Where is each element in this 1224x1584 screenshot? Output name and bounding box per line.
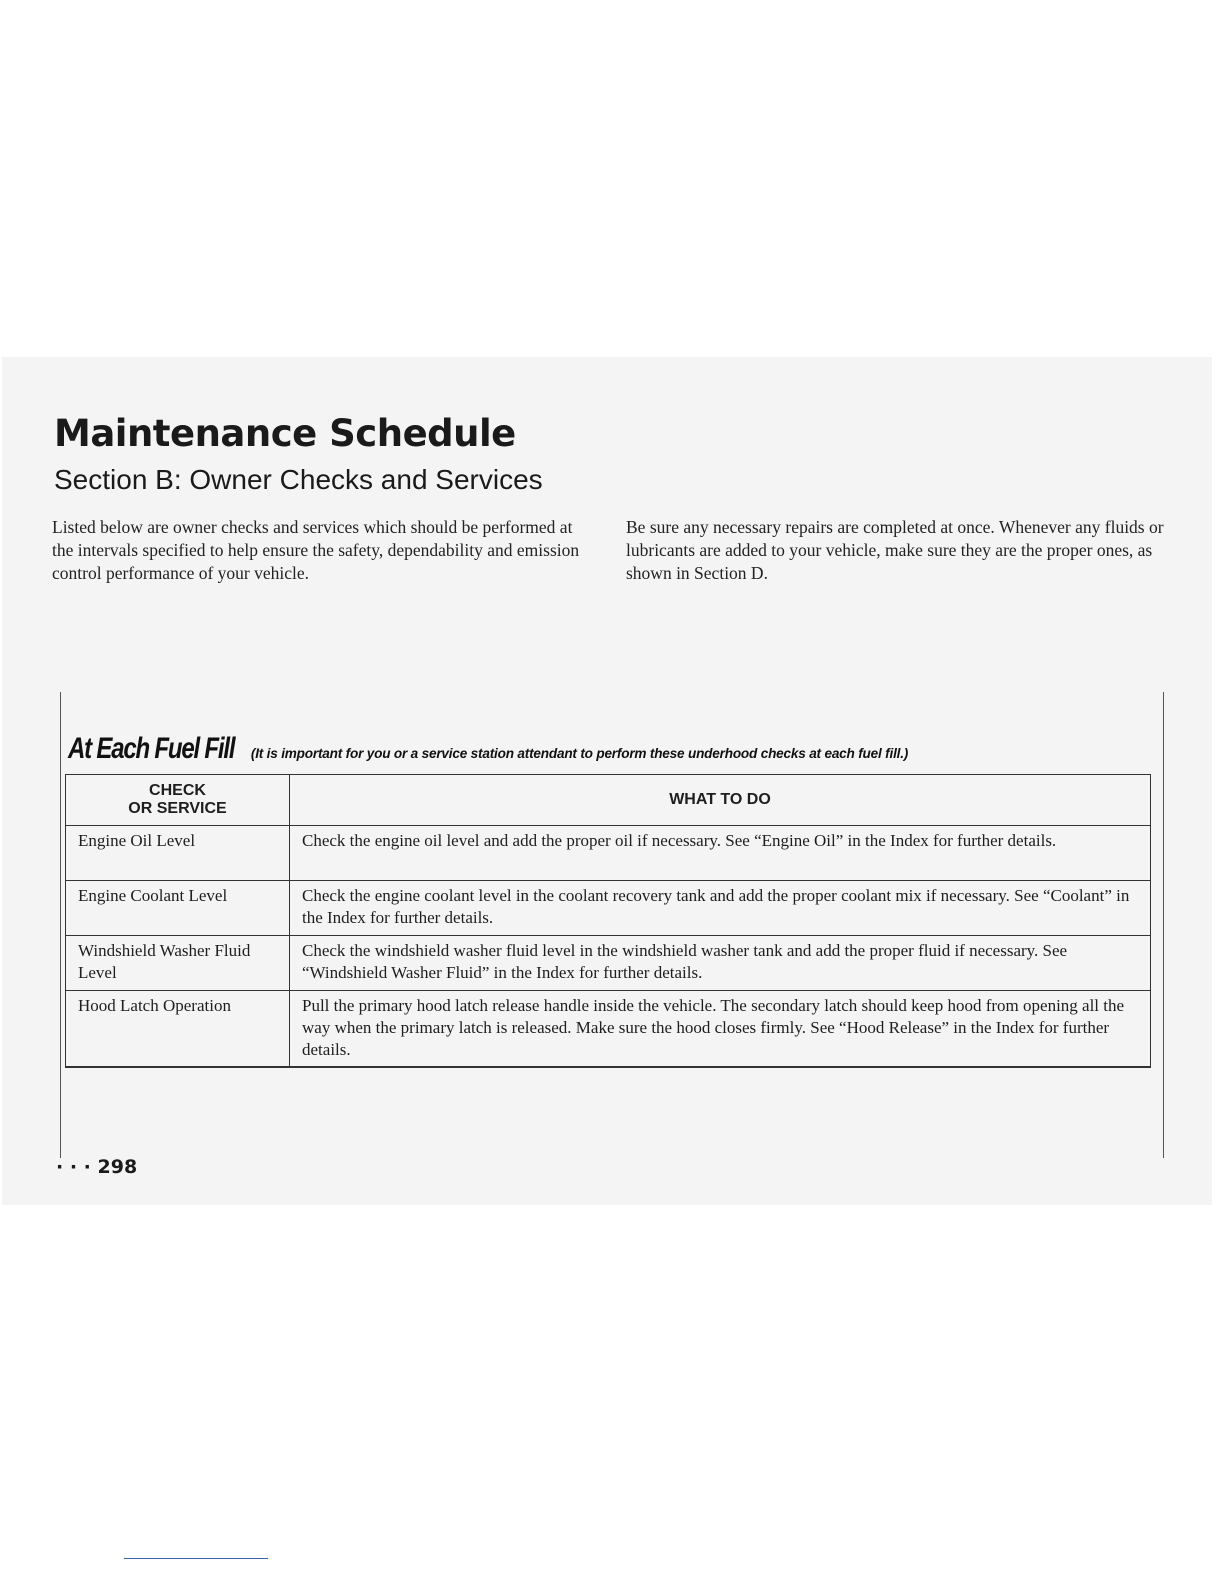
- what-to-do-cell: Check the windshield washer fluid level in the windshield washer tank and add the proper fluid if necessary. See “Windshield Washer Fluid” in the Index for further details.: [290, 936, 1151, 991]
- right-margin-rule: [1163, 692, 1164, 1158]
- check-cell: Engine Oil Level: [66, 826, 290, 881]
- check-cell: Windshield Washer Fluid Level: [66, 936, 290, 991]
- check-cell: Engine Coolant Level: [66, 881, 290, 936]
- table-row: [66, 826, 1151, 881]
- column-header-what-to-do: WHAT TO DO: [290, 775, 1151, 826]
- left-margin-rule: [60, 692, 61, 1158]
- table-row: [66, 991, 1151, 1068]
- table-row: [66, 881, 1151, 936]
- column-header-check: [66, 775, 290, 826]
- fuel-fill-title: At Each Fuel Fill: [68, 732, 235, 765]
- what-to-do-cell: Pull the primary hood latch release handle inside the vehicle. The secondary latch should keep hood from opening all the way when the primary latch is released. Make sure the hood closes firmly. See “Hood Release” in the Index for further details.: [290, 991, 1151, 1068]
- section-subtitle: Section B: Owner Checks and Services: [54, 464, 543, 495]
- page-title: Maintenance Schedule: [54, 412, 516, 455]
- table-header-row: [66, 775, 1151, 826]
- column-header-check-line1: CHECK: [149, 782, 206, 799]
- what-to-do-cell: Check the engine coolant level in the coolant recovery tank and add the proper coolant mix if necessary. See “Coolant” in the Index for further details.: [290, 881, 1151, 936]
- column-header-check-line2: OR SERVICE: [128, 800, 227, 817]
- what-to-do-cell: Check the engine oil level and add the proper oil if necessary. See “Engine Oil” in the Index for further details.: [290, 826, 1151, 881]
- fuel-fill-heading: [68, 732, 908, 766]
- intro-paragraph-right: Be sure any necessary repairs are completed at once. Whenever any fluids or lubricants are added to your vehicle, make sure they are the proper ones, as shown in Section D.: [626, 517, 1164, 583]
- bottom-rule: [124, 1558, 268, 1559]
- intro-paragraph-left: Listed below are owner checks and services which should be performed at the intervals specified to help ensure the safety, dependability and emission control performance of your vehicle.: [52, 517, 580, 583]
- page-number: · · · 298: [56, 1156, 138, 1178]
- table-row: [66, 936, 1151, 991]
- fuel-fill-note: (It is important for you or a service station attendant to perform these underhood checks at each fuel fill.): [250, 746, 909, 761]
- check-cell: Hood Latch Operation: [66, 991, 290, 1068]
- owner-checks-table: [65, 774, 1151, 1068]
